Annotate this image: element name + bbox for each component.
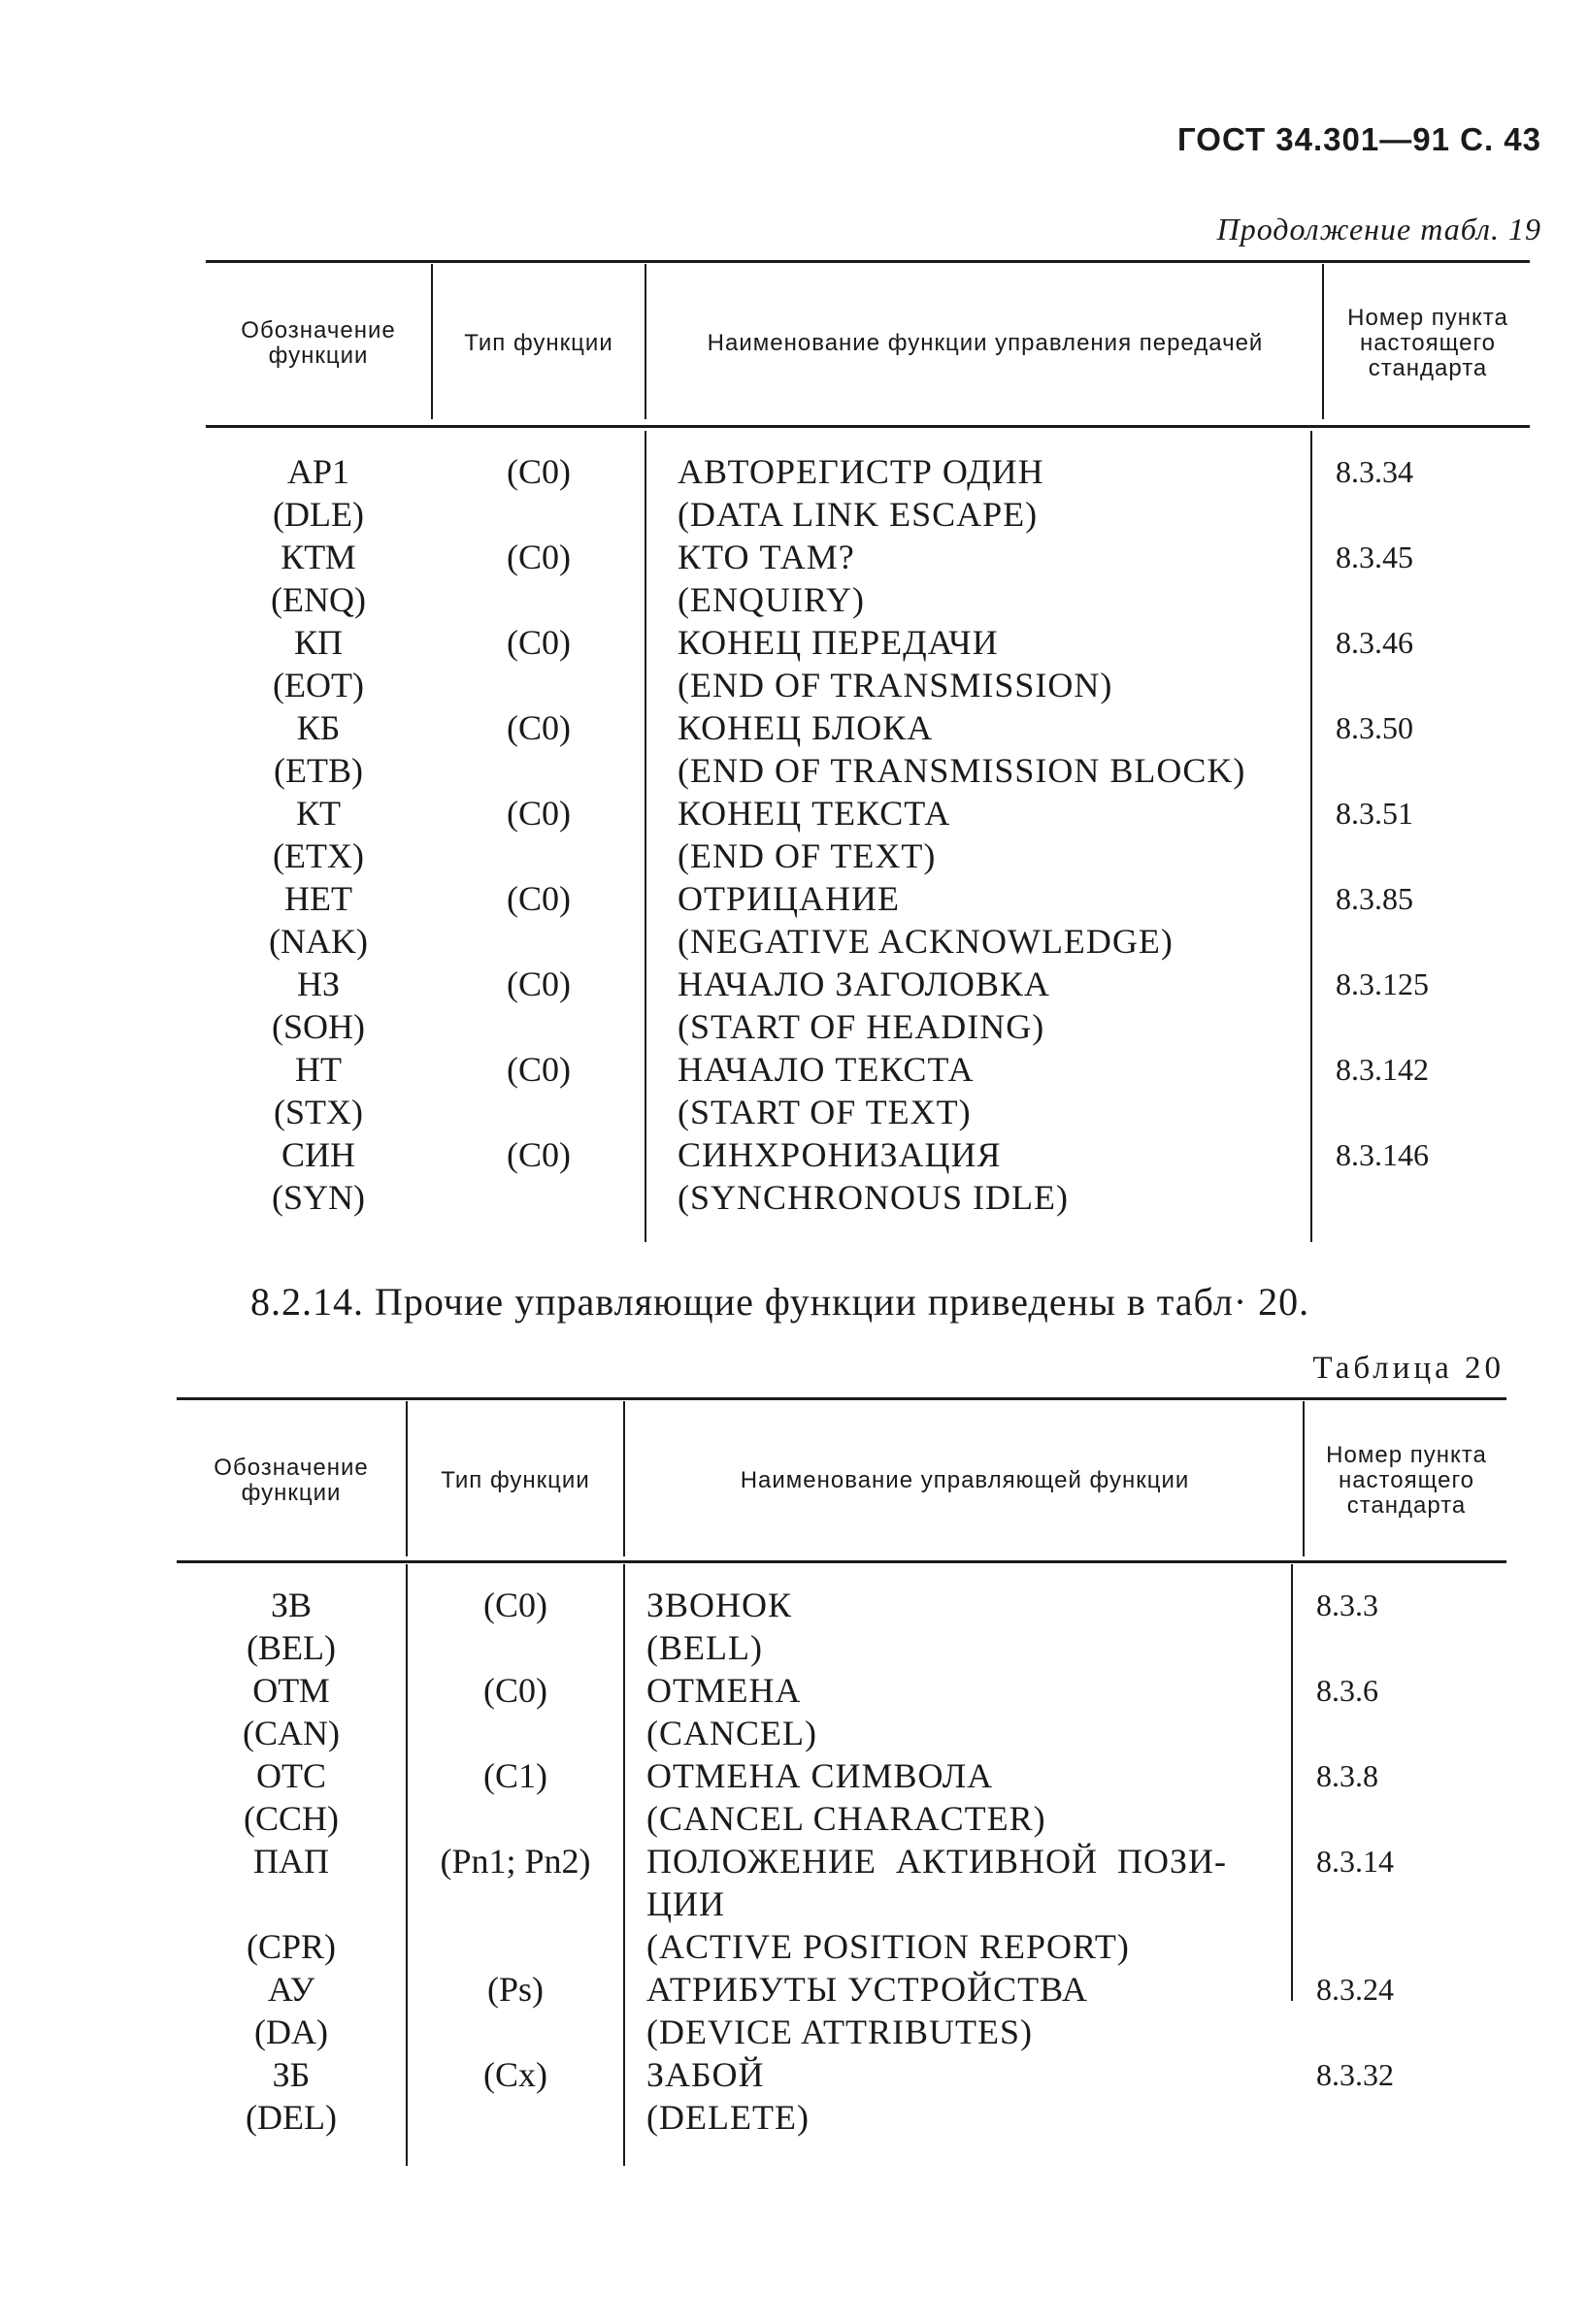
function-name: ЗВОНОК xyxy=(646,1586,793,1624)
designation: КТ xyxy=(295,794,341,833)
designation: АУ xyxy=(267,1970,315,2009)
paragraph-8-2-14: 8.2.14. Прочие управляющие функции приведены в табл· 20. xyxy=(250,1280,1310,1324)
function-name-latin: (BELL) xyxy=(646,1628,763,1667)
function-name: ОТРИЦАНИЕ xyxy=(678,879,900,918)
clause-number: 8.3.3 xyxy=(1316,1588,1378,1622)
designation: ОТМ xyxy=(252,1671,330,1710)
function-type: (С0) xyxy=(507,452,571,491)
designation: КТМ xyxy=(281,538,356,576)
designation-latin: (DLE) xyxy=(273,495,364,534)
designation-latin: (CAN) xyxy=(243,1714,340,1752)
function-name: ПОЛОЖЕНИЕ АКТИВНОЙ ПОЗИ- ЦИИ xyxy=(646,1842,1227,1923)
function-name-latin: (CANCEL) xyxy=(646,1714,817,1752)
designation: СИН xyxy=(281,1135,355,1174)
col-header-type: Тип функции xyxy=(441,1467,590,1493)
function-type: (С1) xyxy=(483,1756,547,1795)
designation: ПАП xyxy=(253,1842,329,1881)
function-name: ОТМЕНА СИМВОЛА xyxy=(646,1756,994,1795)
function-type: (С0) xyxy=(483,1671,547,1710)
designation-latin: (CPR) xyxy=(246,1927,337,1966)
clause-number: 8.3.125 xyxy=(1336,966,1429,1001)
designation: АР1 xyxy=(286,452,350,491)
designation: ОТС xyxy=(256,1756,326,1795)
function-type: (С0) xyxy=(507,1050,571,1089)
table-20-caption: Таблица 20 xyxy=(1312,1351,1505,1386)
clause-number: 8.3.146 xyxy=(1336,1137,1429,1172)
function-name-latin: (SYNCHRONOUS IDLE) xyxy=(678,1178,1069,1217)
clause-number: 8.3.24 xyxy=(1316,1972,1394,2007)
col-header-designation: Обозначение функции xyxy=(241,317,396,369)
clause-number: 8.3.51 xyxy=(1336,796,1413,831)
function-type: (Pn1; Pn2) xyxy=(440,1842,591,1881)
function-name-latin: (DATA LINK ESCAPE) xyxy=(678,495,1039,534)
clause-number: 8.3.46 xyxy=(1336,625,1413,660)
function-name: АВТОРЕГИСТР ОДИН xyxy=(678,452,1044,491)
function-type: (С0) xyxy=(507,794,571,833)
clause-number: 8.3.34 xyxy=(1336,454,1413,489)
designation-latin: (DEL) xyxy=(246,2098,337,2137)
designation: ЗБ xyxy=(272,2055,311,2094)
designation: НТ xyxy=(295,1050,342,1089)
clause-number: 8.3.50 xyxy=(1336,710,1413,745)
clause-number: 8.3.142 xyxy=(1336,1052,1429,1087)
clause-number: 8.3.85 xyxy=(1336,881,1413,916)
designation-latin: (SOH) xyxy=(272,1007,365,1046)
col-header-name: Наименование функции управления передачей xyxy=(707,330,1264,356)
function-name-latin: (DEVICE ATTRIBUTES) xyxy=(646,2013,1033,2051)
designation-latin: (DA) xyxy=(254,2013,328,2051)
function-name: ЗАБОЙ xyxy=(646,2055,765,2094)
col-header-designation: Обозначение функции xyxy=(214,1455,369,1506)
function-name-latin: (END OF TRANSMISSION BLOCK) xyxy=(678,751,1246,790)
designation-latin: (STX) xyxy=(274,1093,363,1131)
designation: НЗ xyxy=(296,965,341,1003)
designation-latin: (SYN) xyxy=(272,1178,365,1217)
designation-latin: (NAK) xyxy=(269,922,368,961)
function-name-latin: (END OF TEXT) xyxy=(678,836,937,875)
clause-number: 8.3.32 xyxy=(1316,2057,1394,2092)
designation-latin: (ETX) xyxy=(273,836,364,875)
page-header: ГОСТ 34.301—91 С. 43 xyxy=(1177,121,1541,157)
function-name-latin: (CANCEL CHARACTER) xyxy=(646,1799,1046,1838)
function-type: (С0) xyxy=(507,965,571,1003)
function-name: НАЧАЛО ТЕКСТА xyxy=(678,1050,975,1089)
designation-latin: (EOT) xyxy=(273,666,364,704)
function-name: КОНЕЦ ПЕРЕДАЧИ xyxy=(678,623,999,662)
function-type: (С0) xyxy=(507,879,571,918)
function-type: (Ps) xyxy=(486,1970,544,2009)
function-type: (С0) xyxy=(483,1586,547,1624)
function-name-latin: (END OF TRANSMISSION) xyxy=(678,666,1113,704)
function-type: (С0) xyxy=(507,1135,571,1174)
col-header-type: Тип функции xyxy=(464,330,613,356)
table-19 xyxy=(206,260,1530,1242)
designation-latin: (ENQ) xyxy=(271,580,366,619)
function-name: ОТМЕНА xyxy=(646,1671,802,1710)
function-type: (С0) xyxy=(507,538,571,576)
clause-number: 8.3.14 xyxy=(1316,1844,1394,1879)
function-name: НАЧАЛО ЗАГОЛОВКА xyxy=(678,965,1050,1003)
col-header-ref: Номер пункта настоящего стандарта xyxy=(1326,1442,1487,1519)
function-name-latin: (ENQUIRY) xyxy=(678,580,865,619)
clause-number: 8.3.45 xyxy=(1336,540,1413,574)
function-name-latin: (ACTIVE POSITION REPORT) xyxy=(646,1927,1130,1966)
function-type: (Cx) xyxy=(483,2055,547,2094)
clause-number: 8.3.6 xyxy=(1316,1673,1378,1708)
function-name: КТО ТАМ? xyxy=(678,538,855,576)
table-continuation-label: Продолжение табл. 19 xyxy=(1216,212,1541,246)
function-name-latin: (DELETE) xyxy=(646,2098,810,2137)
function-name: АТРИБУТЫ УСТРОЙСТВА xyxy=(646,1970,1088,2009)
function-name: КОНЕЦ БЛОКА xyxy=(678,708,934,747)
function-name-latin: (NEGATIVE ACKNOWLEDGE) xyxy=(678,922,1174,961)
col-header-name: Наименование управляющей функции xyxy=(740,1467,1190,1493)
clause-number: 8.3.8 xyxy=(1316,1758,1378,1793)
function-name: КОНЕЦ ТЕКСТА xyxy=(678,794,951,833)
designation: НЕТ xyxy=(284,879,352,918)
designation: ЗВ xyxy=(270,1586,313,1624)
designation: КБ xyxy=(296,708,341,747)
designation-latin: (ETB) xyxy=(274,751,363,790)
function-name: СИНХРОНИЗАЦИЯ xyxy=(678,1135,1002,1174)
designation: КП xyxy=(293,623,343,662)
designation-latin: (CCH) xyxy=(244,1799,339,1838)
function-type: (С0) xyxy=(507,623,571,662)
function-name-latin: (START OF TEXT) xyxy=(678,1093,972,1131)
function-type: (С0) xyxy=(507,708,571,747)
table-20 xyxy=(177,1397,1506,2174)
function-name-latin: (START OF HEADING) xyxy=(678,1007,1045,1046)
designation-latin: (BEL) xyxy=(247,1628,336,1667)
col-header-ref: Номер пункта настоящего стандарта xyxy=(1347,305,1508,381)
